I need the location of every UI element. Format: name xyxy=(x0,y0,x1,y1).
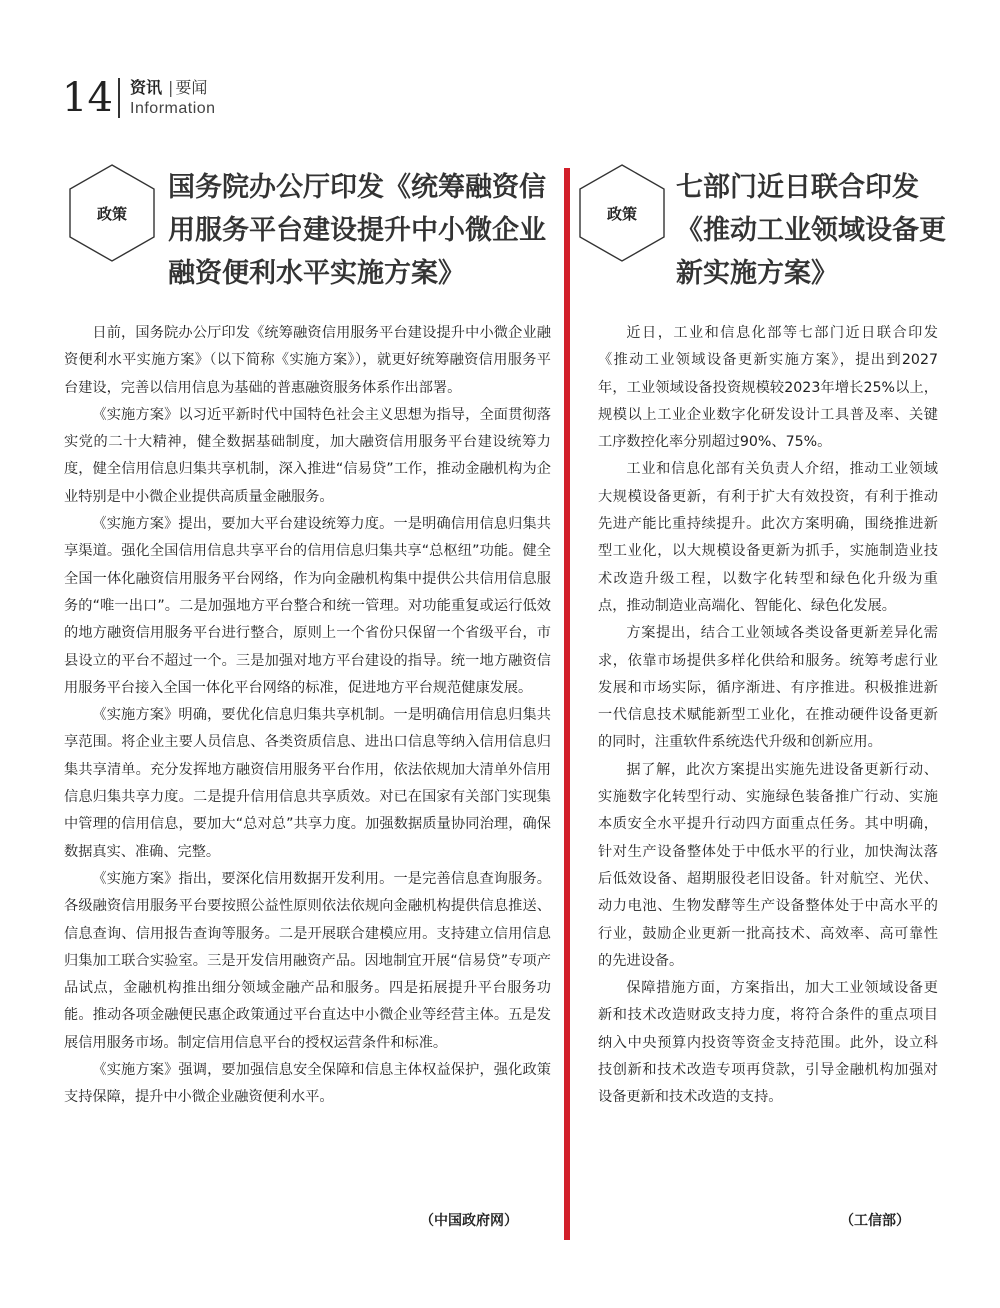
article-paragraph: 保障措施方面，方案指出，加大工业领域设备更新和技术改造财政支持力度，将符合条件的重点项目纳入中央预算内投资等资金支持范围。此外，设立科技创新和技术改造专项再贷款，引导金融机构加强对设备更新和技术改造的支持。 xyxy=(598,980,938,1106)
article-paragraph: 方案提出，结合工业领域各类设备更新差异化需求，依靠市场提供多样化供给和服务。统筹考虑行业发展和市场实际，循序渐进、有序推进。积极推进新一代信息技术赋能新型工业化，在推动硬件设备更新的同时，注重软件系统迭代升级和创新应用。 xyxy=(598,625,938,751)
article-paragraph: 《实施方案》以习近平新时代中国特色社会主义思想为指导，全面贯彻落实党的二十大精神，健全数据基础制度，加大融资信用服务平台建设统筹力度，健全信用信息归集共享机制，深入推进“信易贷”工作，推动金融机构为企业特别是中小微企业提供高质量金融服务。 xyxy=(64,406,551,505)
policy-tag-badge xyxy=(578,163,666,263)
article-source: （工信部） xyxy=(840,1213,910,1229)
subsection-name: 要闻 xyxy=(175,78,208,97)
policy-tag-label: 政策 xyxy=(606,205,637,223)
article-paragraph: 工业和信息化部有关负责人介绍，推动工业领域大规模设备更新，有利于扩大有效投资，有利于推动先进产能比重持续提升。此次方案明确，围绕推进新型工业化，以大规模设备更新为抓手，实施制造业技术改造升级工程，以数字化转型和绿色化升级为重点，推动制造业高端化、智能化、绿色化发展。 xyxy=(598,461,938,614)
section-label xyxy=(130,78,207,98)
section-separator: | xyxy=(168,78,174,97)
page-number: 14 xyxy=(62,75,113,121)
article-paragraph: 日前，国务院办公厅印发《统筹融资信用服务平台建设提升中小微企业融资便利水平实施方案》（以下简称《实施方案》），就更好统筹融资信用服务平台建设，完善以信用信息为基础的普惠融资服务体系作出部署。 xyxy=(64,325,551,396)
article-paragraph: 近日，工业和信息化部等七部门近日联合印发《推动工业领域设备更新实施方案》，提出到2027年，工业领域设备投资规模较2023年增长25%以上，规模以上工业企业数字化研发设计工具普及率、关键工序数控化率分别超过90%、75%。 xyxy=(598,325,938,451)
article-paragraph: 《实施方案》指出，要深化信用数据开发利用。一是完善信息查询服务。各级融资信用服务平台要按照公益性原则依法依规向金融机构提供信息推送、信息查询、信用报告查询等服务。二是开展联合建模应用。支持建立信用信息归集加工联合实验室。三是开发信用融资产品。因地制宜开展“信易贷”专项产品试点，金融机构推出细分领域金融产品和服务。四是拓展提升平台服务功能。推动各项金融便民惠企政策通过平台直达中小微企业等经营主体。五是发展信用服务市场。制定信用信息平台的授权运营条件和标准。 xyxy=(64,870,551,1051)
article-paragraph: 《实施方案》强调，要加强信息安全保障和信息主体权益保护，强化政策支持保障，提升中小微企业融资便利水平。 xyxy=(64,1062,551,1106)
article-title: 七部门近日联合印发《推动工业领域设备更新实施方案》 xyxy=(676,172,946,289)
policy-tag-label: 政策 xyxy=(96,205,127,223)
header-divider xyxy=(118,78,120,118)
article-body xyxy=(598,320,938,1112)
article-source: （中国政府网） xyxy=(420,1213,518,1229)
article-paragraph: 《实施方案》明确，要优化信息归集共享机制。一是明确信用信息归集共享范围。将企业主要人员信息、各类资质信息、进出口信息等纳入信用信息归集共享清单。充分发挥地方融资信用服务平台作用，依法依规加大清单外信用信息归集共享力度。二是提升信用信息共享质效。对已在国家有关部门实现集中管理的信用信息，要加大“总对总”共享力度。加强数据质量协同治理，确保数据真实、准确、完整。 xyxy=(64,707,551,860)
section-name: 资讯 xyxy=(130,78,163,97)
column-divider xyxy=(564,168,570,1240)
section-english-name: Information xyxy=(130,100,216,117)
article-paragraph: 《实施方案》提出，要加大平台建设统筹力度。一是明确信用信息归集共享渠道。强化全国信用信息共享平台的信用信息归集共享“总枢纽”功能。健全全国一体化融资信用服务平台网络，作为向金融机构集中提供公共信用信息服务的“唯一出口”。二是加强地方平台整合和统一管理。对功能重复或运行低效的地方融资信用服务平台进行整合，原则上一个省份只保留一个省级平台，市县设立的平台不超过一个。三是加强对地方平台建设的指导。统一地方融资信用服务平台接入全国一体化平台网络的标准，促进地方平台规范健康发展。 xyxy=(64,516,551,696)
article-body xyxy=(64,320,551,1112)
article-paragraph: 据了解，此次方案提出实施先进设备更新行动、实施数字化转型行动、实施绿色装备推广行动、实施本质安全水平提升行动四方面重点任务。其中明确，针对生产设备整体处于中低水平的行业，加快淘汰落后低效设备、超期服役老旧设备。针对航空、光伏、动力电池、生物发酵等生产设备整体处于中高水平的行业，鼓励企业更新一批高技术、高效率、高可靠性的先进设备。 xyxy=(598,761,938,969)
policy-tag-badge xyxy=(68,163,156,263)
article-title: 国务院办公厅印发《统筹融资信用服务平台建设提升中小微企业融资便利水平实施方案》 xyxy=(168,172,546,289)
